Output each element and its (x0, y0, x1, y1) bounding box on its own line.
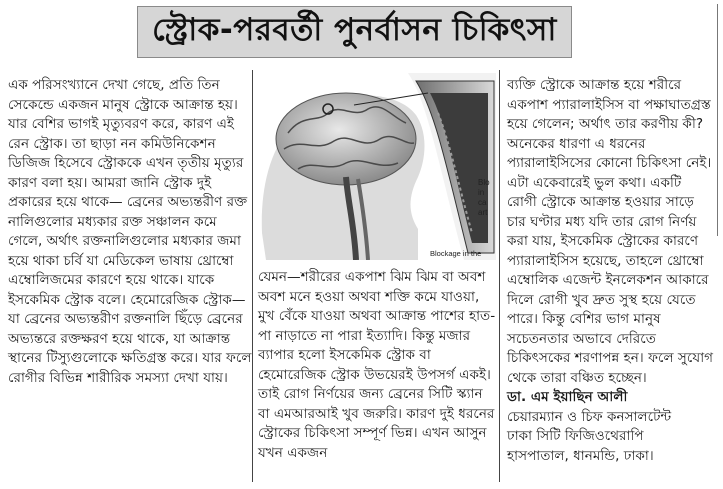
column-divider (252, 70, 253, 482)
figure-label: art (478, 208, 488, 217)
brain-illustration (258, 73, 496, 260)
figure-caption: Blockage in the (430, 249, 482, 258)
figure-label: ca (478, 198, 487, 207)
article-column-1 (8, 76, 252, 388)
paragraph: যেমন—শরীরের একপাশ ঝিম ঝিম বা অবশ অবশ মনে হওয়া অথবা শক্তি কমে যাওয়া, মুখ বেঁকে যাওয়া অথবা আক্রান্ত পাশের হাত-পা নাড়াতে না পারা ইত্যাদি। কিন্তু মজার ব্যাপার হলো ইসকেমিক স্ট্রোক বা হেমোরেজিক স্ট্রোক উভয়েরই উপসর্গ একই। তাই রোগ নির্ণয়ের জন্য ব্রেনের সিটি স্ক্যান বা এমআরআই খুব জরুরি। কারণ দুই ধরনের স্ট্রোকের চিকিৎসা সম্পূর্ণ ভিন্ন। এখন আসুন যখন একজন (258, 269, 496, 461)
page-edge-rule (717, 4, 718, 236)
article-column-3 (507, 76, 715, 466)
article-title: স্ট্রোক-পরবর্তী পুনর্বাসন চিকিৎসা (152, 12, 557, 48)
paragraph: ব্যক্তি স্ট্রোকে আক্রান্ত হয়ে শরীরে একপাশ প্যারালাইসিস বা পক্ষাঘাতগ্রস্ত হয়ে গেলেন; অর্থাৎ তার করণীয় কী? অনেকের ধারণা এ ধরনের প্যারালাইসিসের কোনো চিকিৎসা নেই। এটা একেবারেই ভুল কথা। একটি রোগী স্ট্রোকে আক্রান্ত হওয়ার সাড়ে চার ঘণ্টার মধ্য যদি তার রোগ নির্ণয় করা যায়, ইসকেমিক স্ট্রোকের কারণে প্যারালাইসিস হয়েছে, তাহলে থ্রোম্বো এম্বোলিক এজেন্ট ইনলেকশন আকারে দিলে রোগী খুব দ্রুত সুস্থ হয়ে যেতে পারে। কিন্তু বেশির ভাগ মানুষ সচেতনতার অভাবে দেরিতে চিকিৎসকের শরণাপন্ন হন। ফলে সুযোগ থেকে তারা বঞ্চিত হচ্ছেন। (507, 77, 714, 386)
paragraph: এক পরিসংখ্যানে দেখা গেছে, প্রতি তিন সেকেন্ডে একজন মানুষ স্ট্রোকে আক্রান্ত হয়। যার বেশির ভাগই মৃত্যুবরণ করে, কারণ এই রেন স্ট্রোক। তা ছাড়া নন কমিউনিকেশন ডিজিজ হিসেবে স্ট্রোককে এখন তৃতীয় মৃত্যুর কারণ বলা হয়। আমরা জানি স্ট্রোক দুই প্রকারের হয়ে থাকে— ব্রেনের অভ্যন্তরীণ রক্ত নালিগুলোর মধ্যকার রক্ত সঞ্চালন কমে গেলে, অর্থাৎ রক্তনালিগুলোর মধ্যকার জমা হয়ে থাকা চর্বি যা মেডিকেল ভাষায় থ্রোম্বো এম্বোলিজমের কারণে হয়ে থাকে। যাকে ইসকেমিক স্ট্রোক বলে। হেমোরেজিক স্ট্রোক—যা ব্রেনের অভ্যন্তরীণ রক্তনালি ছিঁড়ে ব্রেনের অভ্যন্তরে রক্তক্ষরণ হয়ে থাকে, যা আক্রান্ত স্থানের টিস্যুগুলোকে ক্ষতিগ্রস্ত করে। যার ফলে রোগীর বিভিন্ন শারীরিক সমস্যা দেখা যায়। (8, 77, 252, 386)
figure-label: in (478, 188, 485, 197)
author-name: ডা. এম ইয়াছিন আলী (507, 389, 628, 405)
author-designation: চেয়ারম্যান ও চিফ কনসালটেন্ট (507, 408, 672, 425)
article-column-2 (258, 268, 496, 463)
column-divider (499, 70, 500, 482)
author-organization: ঢাকা সিটি ফিজিওথেরাপি (507, 428, 644, 444)
headline-banner (137, 6, 572, 58)
author-address: হাসপাতাল, ধানমন্ডি, ঢাকা। (507, 447, 654, 464)
brain-stroke-image (258, 73, 496, 260)
figure-label: Blo (478, 178, 490, 187)
